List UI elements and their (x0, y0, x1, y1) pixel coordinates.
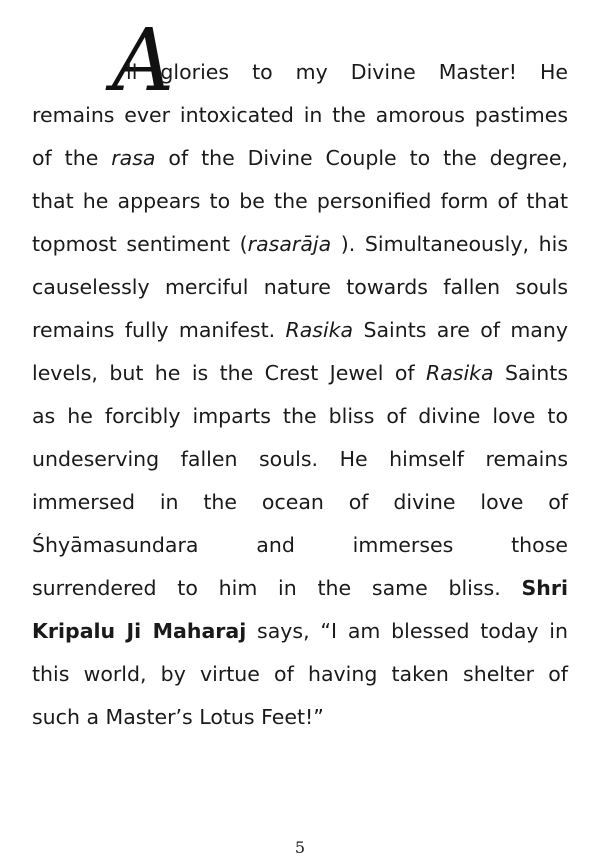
page-number: 5 (294, 838, 306, 857)
italic-term: Rasika (425, 361, 494, 385)
text-line: Kripalu Ji Maharaj says, “I am blessed today in (32, 619, 568, 643)
text-line-last: such a Master’s Lotus Feet!” (32, 705, 324, 729)
text-line: remains fully manifest. Rasika Saints are of many (32, 318, 568, 342)
italic-term: rasa (111, 146, 156, 170)
text-line: of the rasa of the Divine Couple to the degree, (32, 146, 568, 170)
text-line: surrendered to him in the same bliss. Shri (32, 576, 568, 600)
text-line: levels, but he is the Crest Jewel of Rasika Saints (32, 361, 568, 385)
text-line: as he forcibly imparts the bliss of divine love to (32, 404, 568, 428)
text-line: topmost sentiment (rasarāja ). Simultaneously, his (32, 232, 568, 256)
text-line: immersed in the ocean of divine love of (32, 490, 568, 514)
text-line: undeserving fallen souls. He himself remains (32, 447, 568, 471)
text-line: that he appears to be the personified form of that (32, 189, 568, 213)
text-line: this world, by virtue of having taken shelter of (32, 662, 568, 686)
italic-term: rasarāja (247, 232, 332, 256)
text-line: ll glories to my Divine Master! He (126, 60, 568, 84)
bold-name: Shri (521, 576, 568, 600)
bold-name: Kripalu Ji Maharaj (32, 619, 247, 643)
italic-term: Rasika (285, 318, 354, 342)
drop-cap: A (112, 11, 175, 111)
text-line: Śhyāmasundara and immerses those (32, 533, 568, 557)
text-line: causelessly merciful nature towards fallen souls (32, 275, 568, 299)
text-line: remains ever intoxicated in the amorous pastimes (32, 103, 568, 127)
